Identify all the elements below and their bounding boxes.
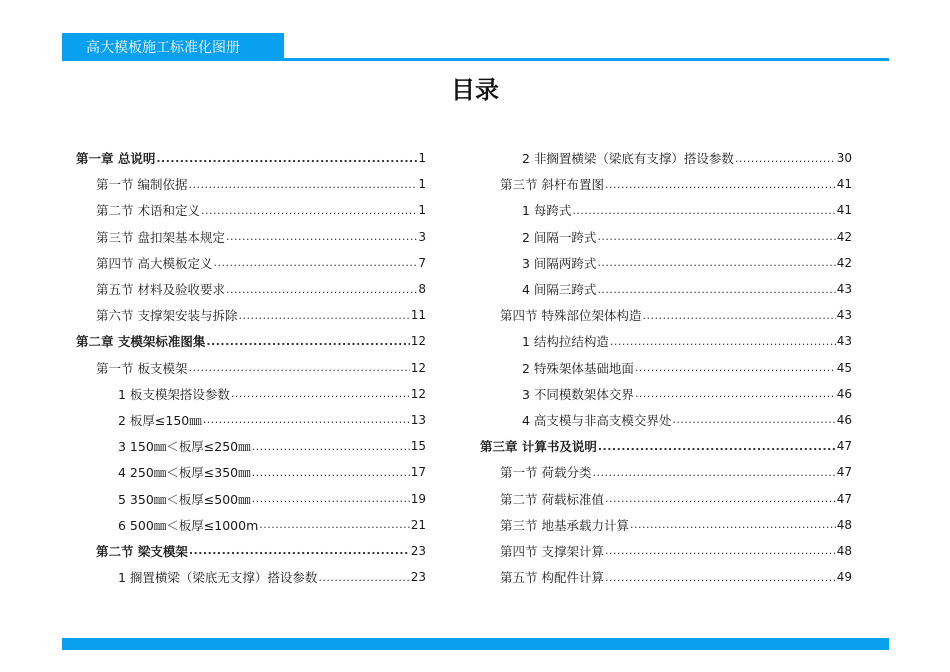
toc-entry-page-number: 1 <box>418 177 426 192</box>
toc-entry-page-number: 1 <box>418 151 426 166</box>
toc-entry-label: 第二节 荷载标准值 <box>500 491 604 507</box>
toc-entry-label: 第二节 术语和定义 <box>96 203 200 219</box>
toc-entry-page-number: 15 <box>410 439 426 454</box>
toc-entry-label: 3 不同模数架体交界 <box>522 386 634 402</box>
header-rule <box>62 58 889 61</box>
toc-entry-page-number: 23 <box>410 570 426 585</box>
toc-entry-page-number: 46 <box>836 386 852 401</box>
toc-entry-label: 第一章 总说明 <box>76 151 156 167</box>
toc-dot-leader <box>597 283 835 296</box>
toc-entry[interactable] <box>76 276 426 302</box>
toc-entry[interactable] <box>76 171 426 197</box>
toc-entry-label: 第六节 支撑架安装与拆除 <box>96 308 238 324</box>
document-series-title: 高大模板施工标准化图册 <box>86 39 240 56</box>
toc-entry-label: 5 350㎜＜板厚≤500㎜ <box>118 491 251 507</box>
toc-entry[interactable] <box>76 459 426 485</box>
document-header-tab <box>62 33 284 60</box>
toc-entry[interactable] <box>76 538 426 564</box>
toc-entry[interactable] <box>480 512 852 538</box>
toc-dot-leader <box>605 571 836 584</box>
toc-entry-page-number: 30 <box>836 151 852 166</box>
toc-dot-leader <box>188 178 417 191</box>
toc-dot-leader <box>238 309 409 322</box>
toc-entry-page-number: 23 <box>410 543 426 558</box>
toc-entry-label: 第一节 编制依据 <box>96 177 188 193</box>
toc-entry[interactable] <box>480 433 852 459</box>
toc-entry[interactable] <box>76 302 426 328</box>
toc-entry[interactable] <box>480 538 852 564</box>
toc-entry[interactable] <box>76 564 426 590</box>
toc-entry-page-number: 12 <box>410 386 426 401</box>
toc-entry-label: 第三章 计算书及说明 <box>480 439 597 455</box>
toc-entry-page-number: 42 <box>836 229 852 244</box>
toc-dot-leader <box>156 152 417 165</box>
page-title: 目录 <box>451 76 499 104</box>
toc-entry[interactable] <box>480 302 852 328</box>
toc-entry[interactable] <box>480 564 852 590</box>
toc-entry[interactable] <box>480 355 852 381</box>
toc-entry-page-number: 47 <box>836 439 852 454</box>
toc-entry-page-number: 12 <box>410 334 426 349</box>
toc-entry-page-number: 12 <box>410 360 426 375</box>
toc-entry-page-number: 48 <box>836 543 852 558</box>
toc-entry[interactable] <box>76 224 426 250</box>
toc-entry-label: 1 结构拉结构造 <box>522 334 609 350</box>
toc-dot-leader <box>630 518 836 531</box>
toc-entry-label: 1 每跨式 <box>522 203 572 219</box>
toc-entry-page-number: 19 <box>410 491 426 506</box>
toc-entry-page-number: 47 <box>836 465 852 480</box>
toc-dot-leader <box>735 152 836 165</box>
toc-dot-leader <box>610 335 836 348</box>
toc-entry[interactable] <box>76 328 426 354</box>
toc-dot-leader <box>226 230 417 243</box>
toc-entry-label: 第五节 材料及验收要求 <box>96 282 225 298</box>
toc-dot-leader <box>597 256 835 269</box>
toc-entry-label: 2 特殊架体基础地面 <box>522 360 634 376</box>
toc-entry-page-number: 45 <box>836 360 852 375</box>
toc-dot-leader <box>252 492 410 505</box>
toc-entry-page-number: 17 <box>410 465 426 480</box>
toc-entry-label: 第四节 支撑架计算 <box>500 543 604 559</box>
toc-entry-page-number: 41 <box>836 177 852 192</box>
toc-dot-leader <box>597 230 835 243</box>
toc-entry-label: 第五节 构配件计算 <box>500 570 604 586</box>
toc-dot-leader <box>188 361 409 374</box>
toc-entry-page-number: 11 <box>410 308 426 323</box>
toc-entry[interactable] <box>480 171 852 197</box>
toc-entry-page-number: 13 <box>410 412 426 427</box>
toc-entry[interactable] <box>480 328 852 354</box>
toc-dot-leader <box>642 309 835 322</box>
toc-entry[interactable] <box>76 512 426 538</box>
toc-entry-label: 4 间隔三跨式 <box>522 282 597 298</box>
toc-entry-label: 4 250㎜＜板厚≤350㎜ <box>118 465 251 481</box>
toc-entry-label: 2 非搁置横梁（梁底有支撑）搭设参数 <box>522 151 734 167</box>
toc-entry-label: 第三节 地基承载力计算 <box>500 517 629 533</box>
toc-dot-leader <box>672 413 835 426</box>
toc-dot-leader <box>252 466 410 479</box>
toc-dot-leader <box>252 440 410 453</box>
toc-entry-label: 1 板支模架搭设参数 <box>118 386 230 402</box>
toc-entry[interactable] <box>76 407 426 433</box>
toc-dot-leader <box>259 518 409 531</box>
toc-entry-label: 第三节 盘扣架基本规定 <box>96 229 225 245</box>
toc-entry[interactable] <box>76 381 426 407</box>
toc-entry-page-number: 48 <box>836 517 852 532</box>
toc-dot-leader <box>605 544 836 557</box>
toc-entry-page-number: 3 <box>418 229 426 244</box>
toc-entry-label: 2 间隔一跨式 <box>522 229 597 245</box>
toc-entry[interactable] <box>480 224 852 250</box>
toc-entry-label: 1 搁置横梁（梁底无支撑）搭设参数 <box>118 570 318 586</box>
toc-entry-page-number: 46 <box>836 412 852 427</box>
toc-dot-leader <box>213 256 417 269</box>
toc-left-column <box>76 145 426 590</box>
toc-entry-label: 3 间隔两跨式 <box>522 255 597 271</box>
toc-entry-page-number: 49 <box>836 570 852 585</box>
toc-entry-label: 第二节 梁支模架 <box>96 543 188 559</box>
toc-entry-label: 第二章 支模架标准图集 <box>76 334 206 350</box>
toc-entry-label: 第三节 斜杆布置图 <box>500 177 604 193</box>
footer-band <box>62 638 889 650</box>
toc-dot-leader <box>226 283 417 296</box>
toc-dot-leader <box>605 492 836 505</box>
toc-entry-page-number: 7 <box>418 255 426 270</box>
toc-dot-leader <box>635 387 836 400</box>
toc-entry[interactable] <box>480 407 852 433</box>
toc-entry[interactable] <box>76 197 426 223</box>
toc-entry[interactable] <box>480 276 852 302</box>
toc-dot-leader <box>572 204 835 217</box>
toc-entry-page-number: 43 <box>836 308 852 323</box>
toc-entry[interactable] <box>480 381 852 407</box>
toc-entry-page-number: 21 <box>410 517 426 532</box>
toc-entry-page-number: 43 <box>836 282 852 297</box>
toc-entry[interactable] <box>76 433 426 459</box>
toc-dot-leader <box>605 178 836 191</box>
toc-entry[interactable] <box>76 355 426 381</box>
toc-dot-leader <box>206 335 409 348</box>
toc-entry-page-number: 42 <box>836 255 852 270</box>
toc-entry[interactable] <box>480 250 852 276</box>
toc-entry-label: 第一节 板支模架 <box>96 360 188 376</box>
toc-entry-page-number: 1 <box>418 203 426 218</box>
toc-entry-page-number: 8 <box>418 282 426 297</box>
toc-entry-label: 第四节 高大模板定义 <box>96 255 213 271</box>
toc-dot-leader <box>189 544 410 557</box>
toc-entry[interactable] <box>76 145 426 171</box>
toc-dot-leader <box>592 466 835 479</box>
toc-entry[interactable] <box>76 250 426 276</box>
toc-entry[interactable] <box>480 197 852 223</box>
toc-entry[interactable] <box>480 485 852 511</box>
toc-entry-page-number: 41 <box>836 203 852 218</box>
toc-entry[interactable] <box>76 485 426 511</box>
toc-dot-leader <box>635 361 836 374</box>
toc-entry[interactable] <box>480 459 852 485</box>
toc-entry-page-number: 47 <box>836 491 852 506</box>
toc-entry-label: 第一节 荷载分类 <box>500 465 592 481</box>
toc-entry-label: 6 500㎜＜板厚≤1000m <box>118 517 259 533</box>
toc-entry-page-number: 43 <box>836 334 852 349</box>
toc-entry-label: 4 高支模与非高支模交界处 <box>522 412 672 428</box>
toc-dot-leader <box>201 204 417 217</box>
toc-dot-leader <box>598 440 836 453</box>
toc-entry-label: 2 板厚≤150㎜ <box>118 412 202 428</box>
toc-right-column <box>480 145 852 590</box>
toc-entry[interactable] <box>480 145 852 171</box>
toc-entry-label: 3 150㎜＜板厚≤250㎜ <box>118 439 251 455</box>
toc-dot-leader <box>203 413 410 426</box>
toc-dot-leader <box>231 387 410 400</box>
toc-dot-leader <box>318 571 409 584</box>
toc-entry-label: 第四节 特殊部位架体构造 <box>500 308 642 324</box>
